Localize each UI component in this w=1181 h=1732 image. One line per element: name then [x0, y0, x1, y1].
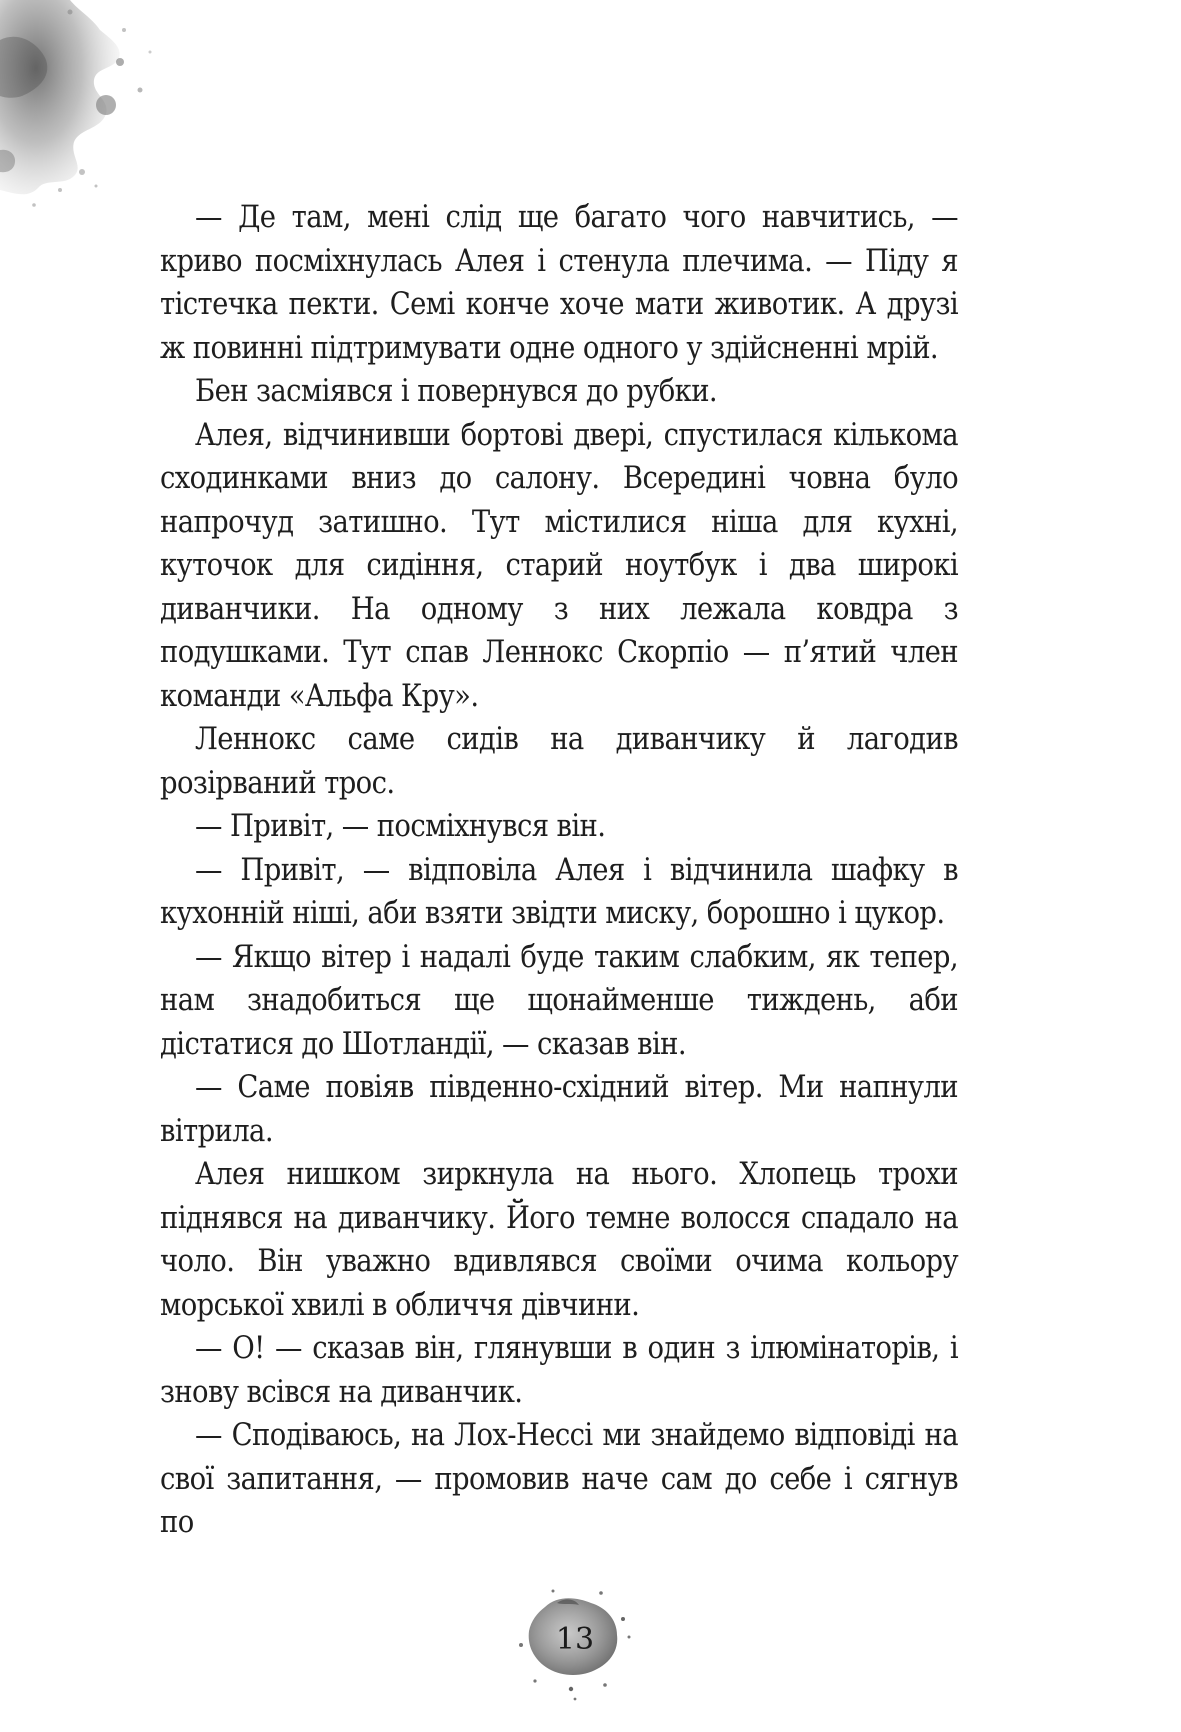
paragraph: — Якщо вітер і надалі буде таким слабким, як тепер, нам знадобиться ще щонайменше тиждень, аби дістатися до Шотландії, — сказав він. [160, 939, 958, 1062]
paragraph: Алея, відчинивши бортові двері, спустилася кількома сходинками вниз до салону. Всередині човна було напрочуд затишно. Тут містилися ніша для кухні, куточок для сидіння, старий ноутбук і два широкі диванчики. На одному з них лежала ковдра з подушками. Тут спав Леннокс Скорпіо — п’ятий член команди «Альфа Кру». [160, 417, 958, 714]
page-body-text [160, 196, 958, 1545]
paragraph: — Привіт, — посміхнувся він. [195, 809, 606, 844]
paragraph: Алея нишком зиркнула на нього. Хлопець трохи піднявся на диванчику. Його темне волосся спадало на чоло. Він уважно вдивлявся своїми очима кольору морської хвилі в обличчя дівчини. [160, 1157, 958, 1323]
paragraph: — О! — сказав він, глянувши в один з ілюмінаторів, і знову всівся на диванчик. [160, 1331, 958, 1410]
paragraph: — Де там, мені слід ще багато чого навчитись, — криво посміхнулась Алея і стенула плечима. — Піду я тістечка пекти. Семі конче хоче мати животик. А друзі ж повинні підтримувати одне одного у здійсненні мрій. [160, 200, 958, 366]
paragraph: — Привіт, — відповіла Алея і відчинила шафку в кухонній ніші, аби взяти звідти миску, борошно і цукор. [160, 852, 958, 931]
page-number-badge [505, 1585, 645, 1715]
paragraph: Бен засміявся і повернувся до рубки. [195, 374, 718, 409]
page-number: 13 [555, 1622, 595, 1657]
paragraph: — Сподіваюсь, на Лох-Нессі ми знайдемо відповіді на свої запитання, — промовив наче сам до себе і сягнув по [160, 1418, 958, 1540]
paragraph: Леннокс саме сидів на диванчику й лагодив розірваний трос. [160, 722, 958, 801]
paragraph: — Саме повіяв південно-східний вітер. Ми напнули вітрила. [160, 1070, 958, 1149]
